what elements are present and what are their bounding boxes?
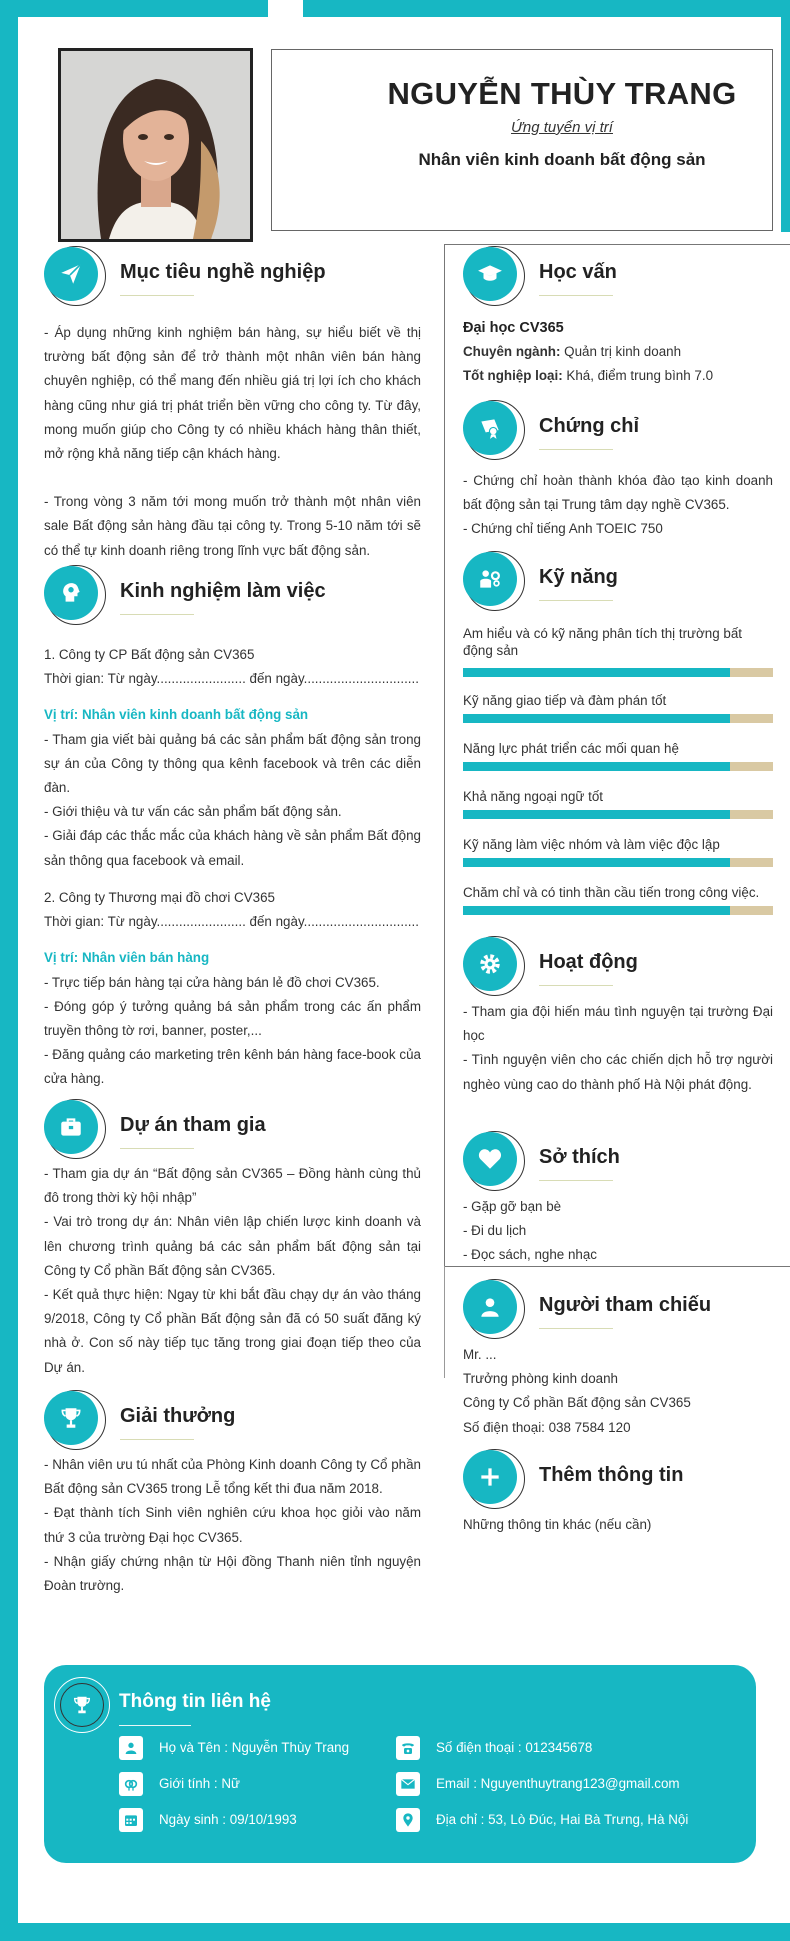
company: 2. Công ty Thương mại đồ chơi CV365 xyxy=(44,890,275,905)
skill-bar xyxy=(463,810,773,819)
section-title: Mục tiêu nghề nghiệp xyxy=(120,261,326,283)
graduation-cap-icon xyxy=(463,243,525,305)
education-text xyxy=(463,316,773,389)
section-underline xyxy=(539,985,613,986)
skill-bar xyxy=(463,762,773,771)
section-reference xyxy=(463,1276,783,1336)
trophy-icon xyxy=(44,1387,106,1449)
experience-job-1 xyxy=(44,643,421,873)
section-title: Sở thích xyxy=(539,1146,620,1168)
skill-bar xyxy=(463,858,773,867)
candidate-name: NGUYỄN THÙY TRANG xyxy=(387,76,737,111)
project-line: - Kết quả thực hiện: Ngay từ khi bắt đầu chạy dự án vào tháng 9/2018, Công ty Cổ phần Bất động sản đã có 50 suất đăng ký nhà ở. Con số này tiếp tục tăng trong giai đoạn tiếp theo của Dự án. xyxy=(44,1287,421,1375)
skill-bar-fill xyxy=(463,762,730,771)
section-career-goal xyxy=(44,243,424,303)
activities-text xyxy=(463,1000,773,1097)
section-title: Kỹ năng xyxy=(539,566,618,588)
section-title: Dự án tham gia xyxy=(120,1114,266,1136)
calendar-icon xyxy=(119,1808,143,1832)
contact-title: Thông tin liên hệ xyxy=(119,1691,271,1712)
activity-line: - Tham gia đội hiến máu tình nguyện tại trường Đại học xyxy=(463,1004,773,1044)
skill-item xyxy=(463,740,773,757)
skill-bar-fill xyxy=(463,810,730,819)
hobby-line: - Đọc sách, nghe nhạc xyxy=(463,1247,597,1263)
plus-icon xyxy=(463,1446,525,1508)
position: Vị trí: Nhân viên bán hàng xyxy=(44,950,210,966)
section-hobbies xyxy=(463,1128,773,1188)
skill-label: Khả năng ngoại ngữ tốt xyxy=(463,789,604,804)
grade-label: Tốt nghiệp loại: xyxy=(463,368,563,384)
section-certificates xyxy=(463,397,773,457)
briefcase-icon xyxy=(44,1096,106,1158)
reference-line: Trưởng phòng kinh doanh xyxy=(463,1371,618,1387)
contact-text: Email : Nguyenthuytrang123@gmail.com xyxy=(436,1776,680,1791)
section-more-info xyxy=(463,1446,783,1506)
section-title: Chứng chỉ xyxy=(539,415,640,437)
phone-icon xyxy=(396,1736,420,1760)
frame-right-bar xyxy=(781,0,790,232)
task: - Đăng quảng cáo marketing trên kênh bán hàng face-book của cửa hàng. xyxy=(44,1047,421,1087)
skill-label: Năng lực phát triển các mối quan hệ xyxy=(463,741,679,756)
project-line: - Tham gia dự án “Bất động sản CV365 – Đồng hành cùng thủ đô trong thời kỳ hội nhập” xyxy=(44,1166,421,1206)
section-underline xyxy=(539,295,613,296)
frame-top-bar-left xyxy=(0,0,268,17)
section-title: Người tham chiếu xyxy=(539,1294,712,1316)
contact-text: Giới tính : Nữ xyxy=(159,1776,240,1791)
contact-text: Ngày sinh : 09/10/1993 xyxy=(159,1812,297,1827)
grade-value: Khá, điểm trung bình 7.0 xyxy=(562,368,714,384)
section-underline xyxy=(119,1725,191,1726)
section-title: Giải thưởng xyxy=(120,1405,236,1427)
skill-bar-fill xyxy=(463,858,730,867)
map-pin-icon xyxy=(396,1808,420,1832)
person-icon xyxy=(119,1736,143,1760)
section-title: Học vấn xyxy=(539,261,617,283)
section-title: Hoạt động xyxy=(539,951,638,973)
heart-icon xyxy=(463,1128,525,1190)
activity-line: - Tình nguyện viên cho các chiến dịch hỗ trợ người nghèo vùng cao do thành phố Hà Nội phát động. xyxy=(463,1052,773,1092)
contact-panel xyxy=(44,1665,756,1863)
experience-job-2 xyxy=(44,886,421,1092)
section-experience xyxy=(44,562,424,622)
hobby-line: - Gặp gỡ bạn bè xyxy=(463,1199,562,1214)
company: 1. Công ty CP Bất động sản CV365 xyxy=(44,647,255,662)
section-title: Thêm thông tin xyxy=(539,1464,684,1486)
frame-left-bar xyxy=(0,0,18,1941)
avatar-photo xyxy=(58,48,253,242)
hobby-line: - Đi du lịch xyxy=(463,1223,527,1239)
more-info-text: Những thông tin khác (nếu cần) xyxy=(463,1517,652,1532)
task: - Giới thiệu và tư vấn các sản phẩm bất động sản. xyxy=(44,804,342,820)
awards-text xyxy=(44,1453,421,1598)
skill-item xyxy=(463,884,773,901)
work-time: Thời gian: Từ ngày........................ đến ngày............................... xyxy=(44,671,419,687)
gender-icon xyxy=(119,1772,143,1796)
head-bulb-icon xyxy=(44,562,106,624)
skill-label: Am hiểu và có kỹ năng phân tích thị trường bất động sản xyxy=(463,626,743,658)
email-icon xyxy=(396,1772,420,1796)
skill-bar-fill xyxy=(463,714,730,723)
contact-text: Địa chỉ : 53, Lò Đúc, Hai Bà Trưng, Hà Nội xyxy=(436,1812,689,1827)
section-projects xyxy=(44,1096,424,1156)
school-name: Đại học CV365 xyxy=(463,320,564,336)
certificate-icon xyxy=(463,397,525,459)
section-underline xyxy=(120,614,194,615)
skill-item xyxy=(463,788,773,805)
contact-text: Họ và Tên : Nguyễn Thùy Trang xyxy=(159,1740,350,1755)
section-awards xyxy=(44,1387,424,1447)
task: - Tham gia viết bài quảng bá các sản phẩm bất động sản trong sự án của Công ty thông qua kênh facebook và trên các diễn đàn. xyxy=(44,731,421,796)
skill-label: Chăm chỉ và có tinh thần cầu tiến trong công việc. xyxy=(463,885,760,900)
certificate-line: - Chứng chỉ tiếng Anh TOEIC 750 xyxy=(463,521,663,537)
apply-label: Ứng tuyển vị trí xyxy=(511,119,613,136)
skill-bar xyxy=(463,668,773,677)
skill-item xyxy=(463,692,773,709)
skill-item xyxy=(463,836,773,853)
award-line: - Nhận giấy chứng nhận từ Hội đồng Thanh niên tỉnh nguyện Đoàn trường. xyxy=(44,1553,421,1594)
trophy-icon xyxy=(52,1675,114,1737)
job-title: Nhân viên kinh doanh bất động sản xyxy=(418,150,706,169)
major-label: Chuyên ngành: xyxy=(463,344,561,360)
contact-text: Số điện thoại : 012345678 xyxy=(436,1740,593,1755)
section-underline xyxy=(539,600,613,601)
position: Vị trí: Nhân viên kinh doanh bất động sản xyxy=(44,707,309,723)
certificate-line: - Chứng chỉ hoàn thành khóa đào tạo kinh doanh bất động sản tại Trung tâm dạy nghề CV365. xyxy=(463,473,773,513)
paragraph: - Trong vòng 3 năm tới mong muốn trở thành một nhân viên sale Bất động sản hàng đầu tại công ty. Trong 5-10 năm tới sẽ có thể tự kinh doanh riêng trong lĩnh vực bất động sản. xyxy=(44,494,421,558)
projects-text xyxy=(44,1162,421,1380)
gears-person-icon xyxy=(463,548,525,610)
paper-plane-icon xyxy=(44,243,106,305)
section-underline xyxy=(539,449,613,450)
certificates-text xyxy=(463,469,773,542)
project-line: - Vai trò trong dự án: Nhân viên lập chiến lược kinh doanh và lên chương trình quảng bá các sản phẩm bất động sản tại Công ty Cổ phần Bất động sản CV365. xyxy=(44,1214,421,1278)
career-goal-text xyxy=(44,321,421,563)
person-icon xyxy=(463,1276,525,1338)
work-time: Thời gian: Từ ngày........................ đến ngày............................... xyxy=(44,914,419,930)
section-underline xyxy=(120,1439,194,1440)
section-underline xyxy=(539,1328,613,1329)
reference-text xyxy=(463,1343,773,1440)
reference-line: Mr. ... xyxy=(463,1347,497,1362)
award-line: - Đạt thành tích Sinh viên nghiên cứu khoa học giỏi vào năm thứ 3 của trường Đại học CV365. xyxy=(44,1505,421,1545)
section-activities xyxy=(463,933,773,993)
section-skills xyxy=(463,548,773,608)
skill-item xyxy=(463,625,773,659)
skill-label: Kỹ năng làm việc nhóm và làm việc độc lập xyxy=(463,837,720,852)
major-value: Quản trị kinh doanh xyxy=(560,344,682,360)
paragraph: - Áp dụng những kinh nghiệm bán hàng, sự hiểu biết về thị trường bất động sản để trở thành một nhân viên bán hàng chuyên nghiệp, có thể mang đến nhiều giá trị lợi ích cho khách hàng cũng như giá trị phát triển bền vững cho công ty. Từ đây, mong muốn giúp cho Công ty có nhiều khách hàng thân thiết, mở rộng khả năng tiếp cận khách hàng. xyxy=(44,325,421,462)
task: - Đóng góp ý tưởng quảng bá sản phẩm trong các ấn phẩm truyền thông tờ rơi, banner, poster,... xyxy=(44,998,421,1039)
frame-bottom-bar xyxy=(0,1923,790,1941)
skill-bar xyxy=(463,906,773,915)
gear-icon xyxy=(463,933,525,995)
skill-bar-fill xyxy=(463,668,730,677)
frame-top-bar-right xyxy=(303,0,790,17)
task: - Giải đáp các thắc mắc của khách hàng về sản phẩm Bất động sản thông qua facebook và email. xyxy=(44,828,421,868)
skill-bar xyxy=(463,714,773,723)
hobbies-text xyxy=(463,1195,773,1268)
header-box xyxy=(271,49,773,231)
section-underline xyxy=(539,1180,613,1181)
section-title: Kinh nghiệm làm việc xyxy=(120,580,326,602)
reference-line: Công ty Cổ phần Bất động sản CV365 xyxy=(463,1395,691,1411)
section-underline xyxy=(120,295,194,296)
award-line: - Nhân viên ưu tú nhất của Phòng Kinh doanh Công ty Cổ phần Bất động sản CV365 trong Lễ tổng kết thi đua năm 2018. xyxy=(44,1457,421,1497)
skill-label: Kỹ năng giao tiếp và đàm phán tốt xyxy=(463,693,667,708)
skill-bar-fill xyxy=(463,906,730,915)
section-underline xyxy=(120,1148,194,1149)
column-divider xyxy=(444,1266,445,1378)
reference-line: Số điện thoại: 038 7584 120 xyxy=(463,1419,631,1435)
task: - Trực tiếp bán hàng tại cửa hàng bán lẻ đồ chơi CV365. xyxy=(44,974,380,990)
section-education xyxy=(463,243,773,303)
